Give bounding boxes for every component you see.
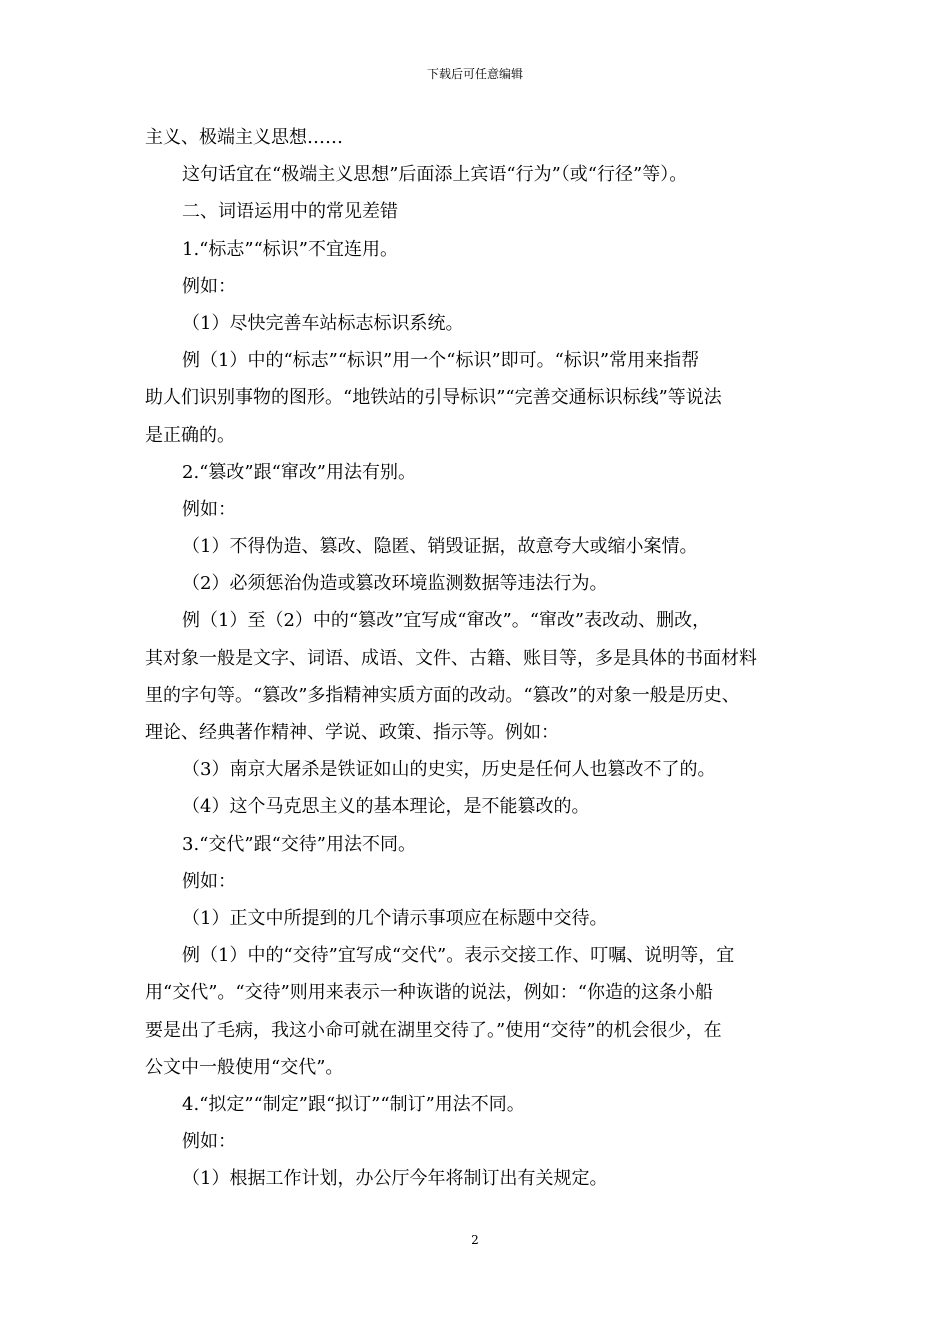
example-sentence: （2）必须惩治伪造或篡改环境监测数据等违法行为。 (182, 573, 608, 595)
page-header: 下载后可任意编辑 (426, 67, 523, 81)
example-sentence: （3）南京大屠杀是铁证如山的史实，历史是任何人也篡改不了的。 (182, 759, 716, 781)
text-line: 例（1）中的“交待”宜写成“交代”。表示交接工作、叮嘱、说明等，宜 (182, 945, 735, 967)
item-heading: 3.“交代”跟“交待”用法不同。 (182, 833, 416, 855)
item-heading: 1.“标志”“标识”不宜连用。 (182, 238, 398, 260)
text-line: 主义、极端主义思想…… (145, 127, 343, 148)
text-line: 里的字句等。“篡改”多指精神实质方面的改动。“篡改”的对象一般是历史、 (145, 684, 740, 706)
text-line: 用“交代”。“交待”则用来表示一种诙谐的说法，例如：“你造的这条小船 (145, 982, 714, 1004)
text-line: 助人们识别事物的图形。“地铁站的引导标识”“完善交通标识标线”等说法 (145, 387, 722, 409)
example-sentence: （1）尽快完善车站标志标识系统。 (182, 312, 464, 334)
text-line: 例（1）至（2）中的“篡改”宜写成“窜改”。“窜改”表改动、删改， (182, 610, 711, 632)
example-label: 例如： (182, 1131, 236, 1153)
example-sentence: （1）正文中所提到的几个请示事项应在标题中交待。 (182, 907, 608, 929)
text-line: 要是出了毛病，我这小命可就在湖里交待了。”使用“交待”的机会很少，在 (145, 1019, 722, 1041)
text-line: 这句话宜在“极端主义思想”后面添上宾语“行为”（或“行径”等）。 (182, 164, 688, 186)
example-sentence: （4）这个马克思主义的基本理论，是不能篡改的。 (182, 796, 590, 818)
text-line: 公文中一般使用“交代”。 (145, 1056, 344, 1078)
example-label: 例如： (182, 498, 236, 520)
example-label: 例如： (182, 275, 236, 297)
section-heading: 二、词语运用中的常见差错 (182, 201, 398, 223)
example-sentence: （1）根据工作计划，办公厅今年将制订出有关规定。 (182, 1168, 608, 1190)
text-line: 例（1）中的“标志”“标识”用一个“标识”即可。“标识”常用来指帮 (182, 350, 700, 372)
item-heading: 2.“篡改”跟“窜改”用法有别。 (182, 461, 416, 483)
item-heading: 4.“拟定”“制定”跟“拟订”“制订”用法不同。 (182, 1093, 525, 1115)
text-line: 理论、经典著作精神、学说、政策、指示等。例如： (145, 722, 559, 743)
text-line: 是正确的。 (145, 424, 235, 446)
document-body (145, 119, 825, 1197)
example-label: 例如： (182, 870, 236, 892)
page-number: 2 (471, 1233, 479, 1247)
text-line: 其对象一般是文字、词语、成语、文件、古籍、账目等，多是具体的书面材料 (145, 647, 757, 669)
example-sentence: （1）不得伪造、篡改、隐匿、销毁证据，故意夸大或缩小案情。 (182, 536, 698, 558)
